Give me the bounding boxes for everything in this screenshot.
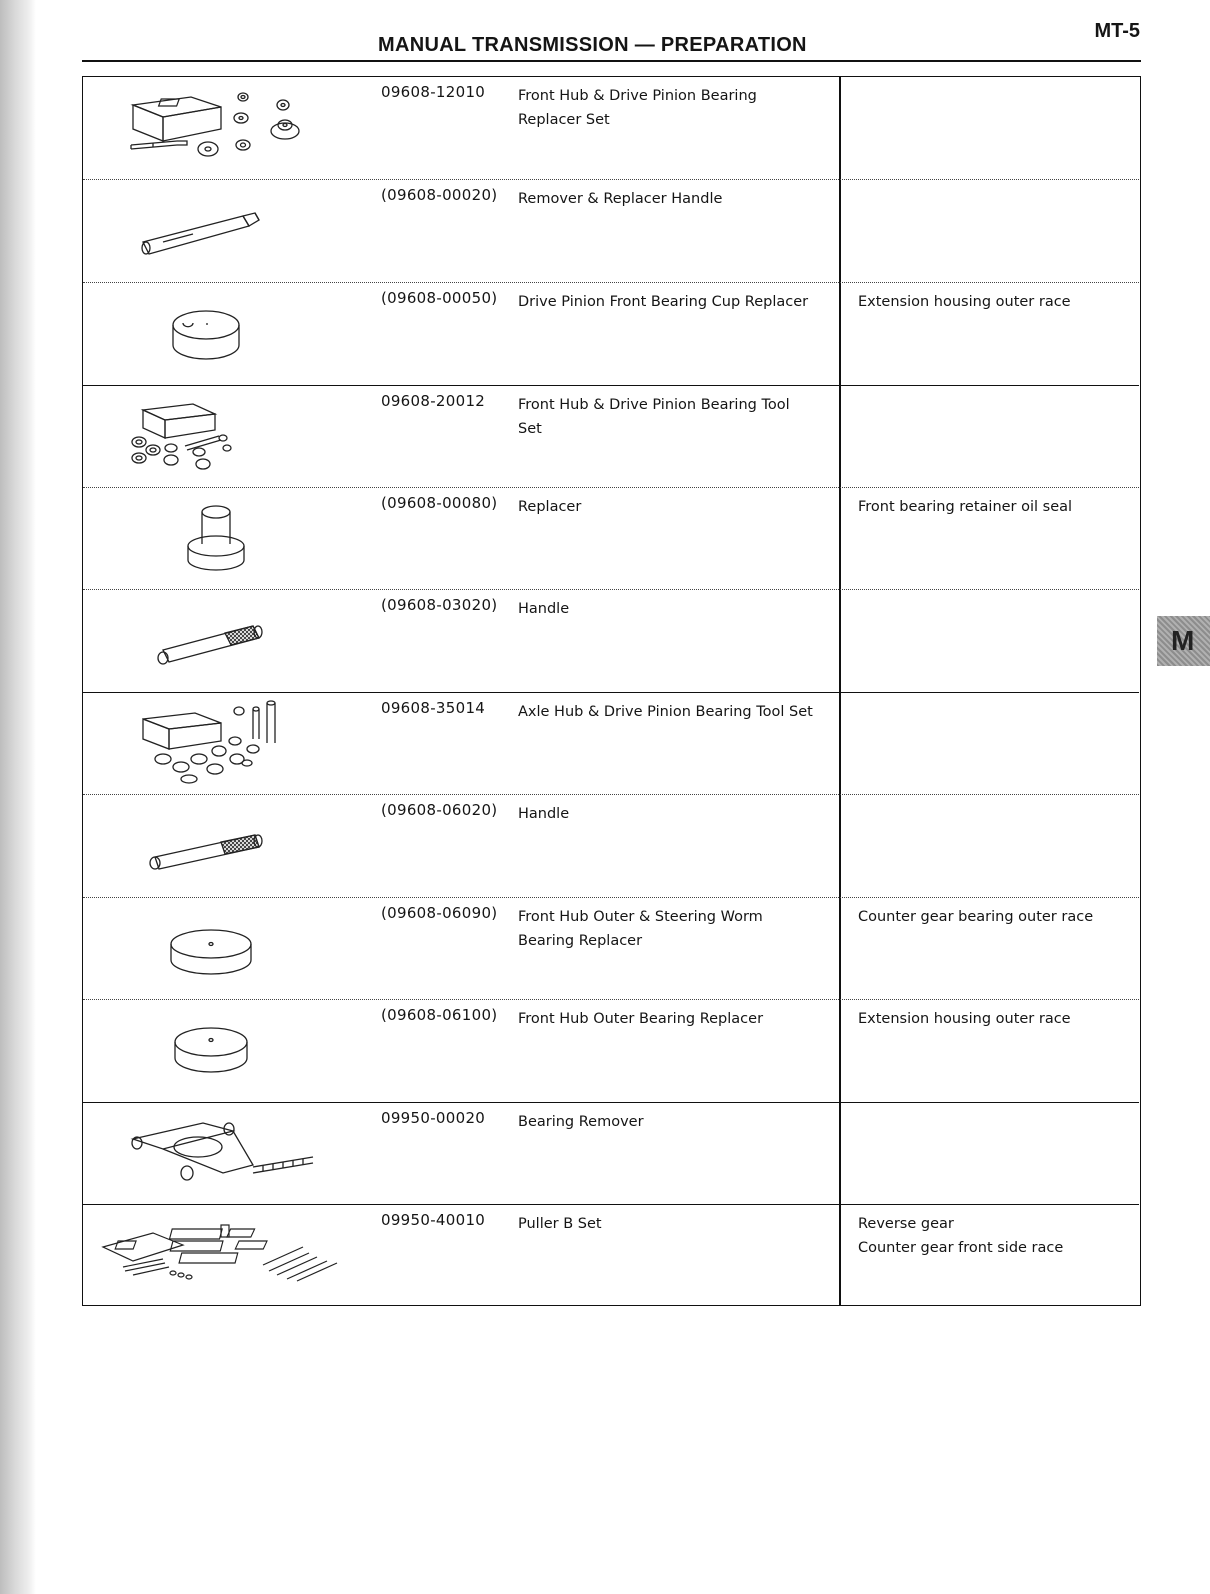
replacer-icon: [103, 494, 373, 584]
part-number: (09608-06020): [381, 801, 498, 819]
table-row: [83, 692, 1139, 794]
handle-rod-icon: [103, 186, 373, 276]
table-row: [83, 897, 1139, 999]
tool-case-set-icon: [103, 83, 373, 173]
use-line: Counter gear bearing outer race: [858, 909, 1094, 925]
page-title: MANUAL TRANSMISSION — PREPARATION: [378, 34, 807, 56]
bearing-cup-replacer-icon: [103, 289, 373, 379]
header-rule: [82, 60, 1141, 62]
puller-set-icon: [103, 1211, 373, 1301]
tool-case-set-icon: [103, 699, 373, 789]
tool-use: [858, 1212, 1128, 1260]
part-number: (09608-06100): [381, 1006, 498, 1024]
part-number: 09950-00020: [381, 1109, 486, 1127]
table-row: [83, 589, 1139, 692]
part-name: Puller B Set: [518, 1216, 602, 1232]
tool-use: [858, 905, 1128, 929]
table-row: [83, 487, 1139, 589]
part-name: Handle: [518, 601, 570, 617]
use-line: Front bearing retainer oil seal: [858, 499, 1073, 515]
part-name: Front Hub & Drive Pinion Bearing Tool Set: [518, 397, 790, 437]
part-name: Replacer: [518, 499, 582, 515]
part-name: Handle: [518, 806, 570, 822]
use-line: Counter gear front side race: [858, 1240, 1064, 1256]
part-number: 09950-40010: [381, 1211, 486, 1229]
part-number: 09608-35014: [381, 699, 486, 717]
table-row: [83, 282, 1139, 385]
part-name: Bearing Remover: [518, 1114, 644, 1130]
tool-use: [858, 1007, 1128, 1031]
disc-replacer-icon: [103, 1006, 373, 1096]
table-row: [83, 1102, 1139, 1204]
tool-case-set-icon: [103, 392, 373, 482]
tool-use: [858, 290, 1128, 314]
part-number: 09608-20012: [381, 392, 486, 410]
part-number: (09608-06090): [381, 904, 498, 922]
wide-disc-replacer-icon: [103, 904, 373, 994]
part-number: 09608-12010: [381, 83, 486, 101]
table-row: [83, 385, 1139, 487]
part-name: Drive Pinion Front Bearing Cup Replacer: [518, 294, 809, 310]
table-row: [83, 999, 1139, 1102]
part-name: Axle Hub & Drive Pinion Bearing Tool Set: [518, 704, 813, 720]
section-tab: M: [1157, 616, 1210, 666]
part-name: Front Hub & Drive Pinion Bearing Replacer Set: [518, 88, 757, 128]
table-row: [83, 794, 1139, 897]
part-name: Front Hub Outer Bearing Replacer: [518, 1011, 764, 1027]
part-number: (09608-00080): [381, 494, 498, 512]
part-name: Front Hub Outer & Steering Worm Bearing Replacer: [518, 909, 763, 949]
use-line: Extension housing outer race: [858, 294, 1071, 310]
bearing-remover-icon: [103, 1109, 373, 1199]
use-line: Extension housing outer race: [858, 1011, 1071, 1027]
tool-use: [858, 495, 1128, 519]
page-binding-shadow: [0, 0, 36, 1594]
table-row: [83, 77, 1139, 179]
knurled-handle-icon: [103, 801, 373, 891]
knurled-handle-icon: [103, 596, 373, 686]
part-number: (09608-00020): [381, 186, 498, 204]
part-number: (09608-00050): [381, 289, 498, 307]
page-number: MT-5: [1094, 20, 1140, 42]
use-line: Reverse gear: [858, 1216, 954, 1232]
part-name: Remover & Replacer Handle: [518, 191, 723, 207]
tools-table: [82, 76, 1141, 1306]
part-number: (09608-03020): [381, 596, 498, 614]
table-row: [83, 1204, 1139, 1305]
table-row: [83, 179, 1139, 282]
